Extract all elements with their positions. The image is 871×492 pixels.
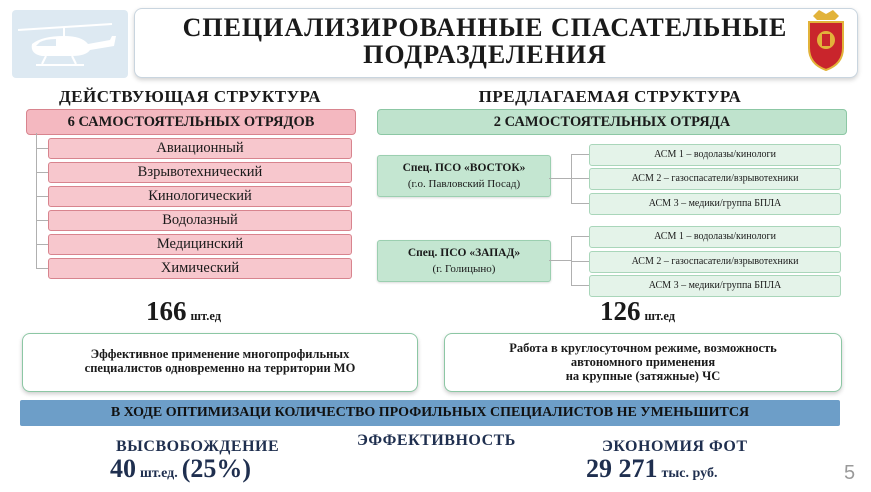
proposed-summary-line-2: автономного применения: [570, 355, 716, 369]
release-unit: шт.ед.: [140, 466, 178, 481]
current-summary-line-2: специалистов одновременно на территории МО: [84, 361, 356, 375]
tree-branch: [571, 178, 589, 179]
coat-of-arms-icon: [805, 8, 847, 72]
pso-zapad-name: Спец. ПСО «ЗАПАД»: [407, 247, 521, 259]
tree-connector: [36, 133, 37, 269]
page-title: [160, 14, 810, 68]
tree-branch: [36, 196, 48, 197]
vostok-asm-3: АСМ 3 – медики/группа БПЛА: [589, 193, 841, 215]
zapad-asm-1: АСМ 1 – водолазы/кинологи: [589, 226, 841, 248]
proposed-units-banner: 2 САМОСТОЯТЕЛЬНЫХ ОТРЯДА: [377, 109, 847, 135]
pso-zapad-location: (г. Голицыно): [432, 263, 496, 275]
proposed-count-unit: шт.ед: [644, 309, 676, 323]
unit-item-canine: Кинологический: [48, 186, 352, 207]
pso-vostok-name: Спец. ПСО «ВОСТОК»: [402, 162, 526, 174]
unit-item-medical: Медицинский: [48, 234, 352, 255]
tree-branch: [571, 261, 589, 262]
tree-branch: [571, 285, 589, 286]
optimization-banner: В ХОДЕ ОПТИМИЗАЦИ КОЛИЧЕСТВО ПРОФИЛЬНЫХ СПЕЦИАЛИСТОВ НЕ УМЕНЬШИТСЯ: [20, 400, 840, 426]
unit-item-aviation: Авиационный: [48, 138, 352, 159]
title-line-2: ПОДРАЗДЕЛЕНИЯ: [363, 40, 607, 69]
tree-connector: [571, 154, 572, 204]
pso-vostok-box: [377, 155, 551, 197]
savings-label: ЭКОНОМИЯ ФОТ: [602, 438, 748, 455]
current-summary-line-1: Эффективное применение многопрофильных: [90, 347, 350, 361]
pso-vostok-location: (г.о. Павловский Посад): [407, 178, 521, 190]
current-count-value: 166: [146, 296, 187, 326]
tree-branch: [36, 172, 48, 173]
tree-branch: [571, 154, 589, 155]
current-count-unit: шт.ед: [190, 309, 222, 323]
current-units-banner: 6 САМОСТОЯТЕЛЬНЫХ ОТРЯДОВ: [26, 109, 356, 135]
savings-figure: [586, 454, 717, 484]
header-icon-panel: [12, 10, 128, 78]
tree-branch: [549, 178, 571, 179]
tree-branch: [549, 260, 571, 261]
savings-unit: тыс. руб.: [661, 466, 718, 481]
proposed-summary-box: [444, 333, 842, 392]
unit-item-chemical: Химический: [48, 258, 352, 279]
proposed-count-value: 126: [600, 296, 641, 326]
page-number: 5: [844, 462, 856, 484]
zapad-asm-2: АСМ 2 – газоспасатели/взрывотехники: [589, 251, 841, 273]
zapad-asm-3: АСМ 3 – медики/группа БПЛА: [589, 275, 841, 297]
current-structure-heading: ДЕЙСТВУЮЩАЯ СТРУКТУРА: [58, 87, 322, 106]
helicopter-icon: [12, 10, 128, 78]
proposed-count: [600, 296, 675, 327]
proposed-summary-line-1: Работа в круглосуточном режиме, возможность: [509, 341, 777, 355]
release-figure: [110, 454, 251, 484]
unit-item-explosives: Взрывотехнический: [48, 162, 352, 183]
release-label: ВЫСВОБОЖДЕНИЕ: [116, 438, 280, 455]
title-line-1: СПЕЦИАЛИЗИРОВАННЫЕ СПАСАТЕЛЬНЫЕ: [182, 13, 788, 42]
current-count: [146, 296, 221, 327]
savings-value: 29 271: [586, 454, 658, 483]
tree-branch: [36, 148, 48, 149]
tree-branch: [571, 236, 589, 237]
efficiency-label: ЭФФЕКТИВНОСТЬ: [357, 432, 516, 449]
tree-branch: [36, 244, 48, 245]
release-value: 40: [110, 454, 136, 483]
pso-zapad-box: [377, 240, 551, 282]
proposed-summary-line-3: на крупные (затяжные) ЧС: [565, 369, 721, 383]
tree-branch: [571, 203, 589, 204]
proposed-structure-heading: ПРЕДЛАГАЕМАЯ СТРУКТУРА: [478, 87, 742, 106]
current-summary-box: [22, 333, 418, 392]
release-percent: (25%): [181, 454, 252, 483]
tree-branch: [36, 220, 48, 221]
tree-branch: [36, 268, 48, 269]
unit-item-diving: Водолазный: [48, 210, 352, 231]
vostok-asm-1: АСМ 1 – водолазы/кинологи: [589, 144, 841, 166]
vostok-asm-2: АСМ 2 – газоспасатели/взрывотехники: [589, 168, 841, 190]
